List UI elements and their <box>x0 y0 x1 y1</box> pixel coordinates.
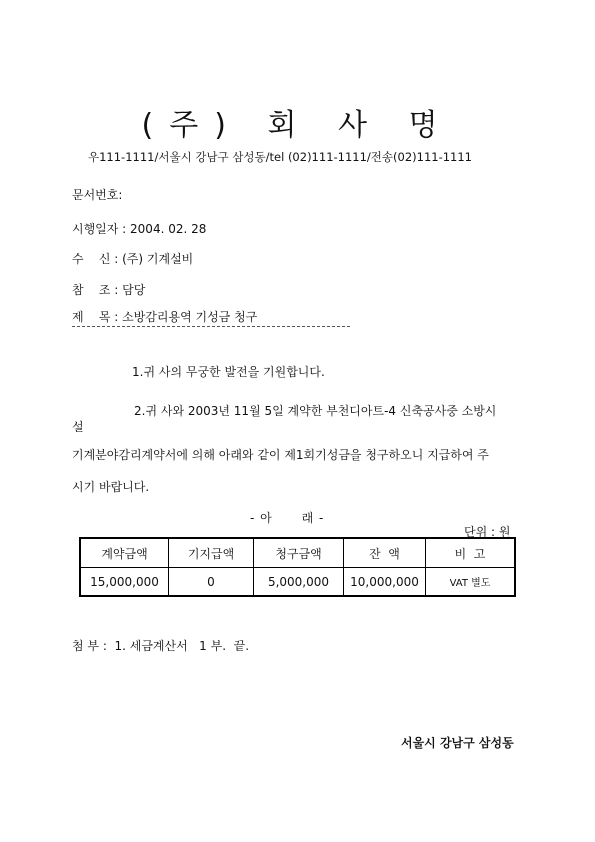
company-address-line: 우111-1111/서울시 강남구 삼성동/tel (02)111-1111/전송(02)111-1111 <box>88 150 472 164</box>
header-balance: 잔 액 <box>344 538 426 568</box>
body-paragraph-1: 1.귀 사의 무궁한 발전을 기원합니다. <box>132 365 325 379</box>
body-paragraph-2-line-4: 시기 바랍니다. <box>72 480 150 494</box>
details-heading: - 아 래 - <box>250 511 325 525</box>
unit-label: 단위 : 원 <box>464 525 511 539</box>
dashed-separator <box>72 326 350 327</box>
doc-number-field: 문서번호: <box>72 188 123 202</box>
table-header-row <box>80 538 515 568</box>
cell-paid-amount: 0 <box>169 568 254 597</box>
amount-table <box>79 537 516 597</box>
header-contract-amount: 계약금액 <box>80 538 169 568</box>
cell-balance: 10,000,000 <box>344 568 426 597</box>
body-paragraph-2-line-3: 기계분야감리계약서에 의해 아래와 같이 제1회기성금을 청구하오니 지급하여 주 <box>72 448 489 462</box>
body-paragraph-2-line-2: 설 <box>72 420 84 434</box>
cell-contract-amount: 15,000,000 <box>80 568 169 597</box>
cell-claim-amount: 5,000,000 <box>254 568 344 597</box>
header-remarks: 비 고 <box>426 538 516 568</box>
body-paragraph-2-line-1: 2.귀 사와 2003년 11월 5일 계약한 부천디아트-4 신축공사중 소방시 <box>134 404 497 418</box>
table-row <box>80 568 515 597</box>
issue-date-field: 시행일자 : 2004. 02. 28 <box>72 222 207 236</box>
cell-remarks: VAT 별도 <box>426 568 516 597</box>
reference-field: 참 조 : 담당 <box>72 283 146 297</box>
subject-field: 제 목 : 소방감리용역 기성금 청구 <box>72 310 258 324</box>
header-paid-amount: 기지급액 <box>169 538 254 568</box>
company-title: (주) 회 사 명 <box>141 108 454 143</box>
attachment-line: 첨 부 : 1. 세금계산서 1 부. 끝. <box>72 639 250 653</box>
sender-address: 서울시 강남구 삼성동 <box>401 736 514 750</box>
recipient-field: 수 신 : (주) 기계설비 <box>72 252 194 266</box>
header-claim-amount: 청구금액 <box>254 538 344 568</box>
